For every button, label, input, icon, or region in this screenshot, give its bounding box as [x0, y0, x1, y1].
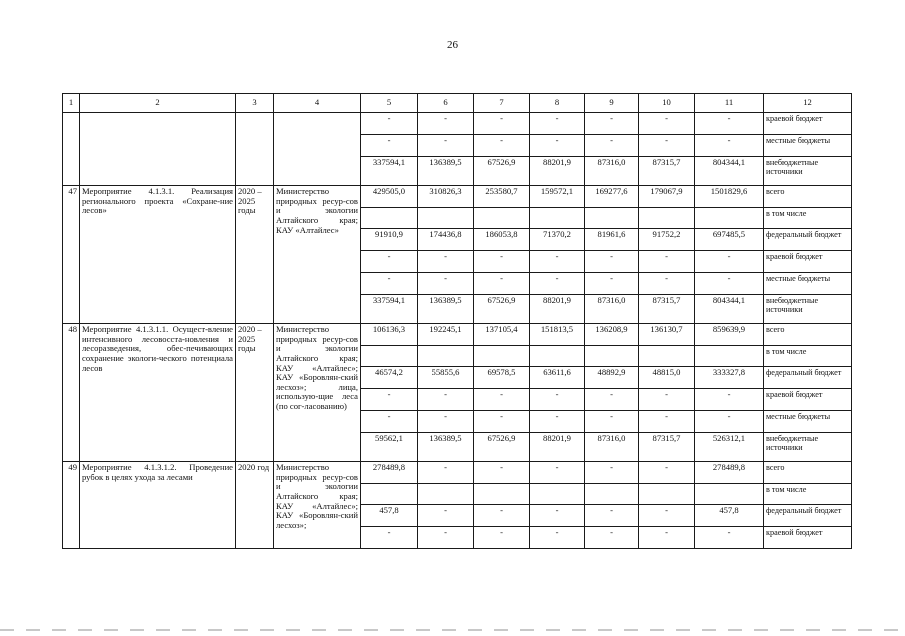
value-cell: 63611,6 — [530, 367, 585, 389]
funding-source: всего — [764, 324, 852, 346]
entry-name: Мероприятие 4.1.3.1.2. Проведение рубок в целях ухода за лесами — [80, 462, 236, 549]
funding-source: краевой бюджет — [764, 527, 852, 549]
value-cell: - — [361, 527, 418, 549]
value-cell — [530, 484, 585, 505]
value-cell: 337594,1 — [361, 157, 418, 186]
value-cell: - — [695, 113, 764, 135]
value-cell — [474, 484, 530, 505]
value-cell: - — [474, 135, 530, 157]
funding-source: внебюджетные источники — [764, 295, 852, 324]
value-cell — [361, 208, 418, 229]
col-header-8: 8 — [530, 94, 585, 113]
value-cell: - — [585, 273, 639, 295]
entry-years: 2020 – 2025 годы — [236, 186, 274, 324]
value-cell: - — [474, 273, 530, 295]
value-cell: 136208,9 — [585, 324, 639, 346]
value-cell — [585, 346, 639, 367]
value-cell: 87315,7 — [639, 433, 695, 462]
entry-number: 49 — [63, 462, 80, 549]
col-header-6: 6 — [418, 94, 474, 113]
value-cell: - — [695, 389, 764, 411]
value-cell: 46574,2 — [361, 367, 418, 389]
value-cell: - — [695, 527, 764, 549]
value-cell: - — [530, 251, 585, 273]
value-cell — [639, 208, 695, 229]
value-cell — [695, 484, 764, 505]
col-header-4: 4 — [274, 94, 361, 113]
funding-source: внебюджетные источники — [764, 433, 852, 462]
funding-source: федеральный бюджет — [764, 367, 852, 389]
value-cell: 457,8 — [361, 505, 418, 527]
value-cell: 67526,9 — [474, 295, 530, 324]
value-cell: - — [530, 527, 585, 549]
entry-number: 47 — [63, 186, 80, 324]
value-cell: - — [639, 527, 695, 549]
col-header-7: 7 — [474, 94, 530, 113]
value-cell: - — [639, 135, 695, 157]
entry-executor: Министерство природных ресур-сов и экологии Алтайского края; КАУ «Алтайлес» — [274, 186, 361, 324]
value-cell: - — [530, 389, 585, 411]
value-cell: - — [361, 251, 418, 273]
value-cell: - — [361, 135, 418, 157]
value-cell: - — [418, 527, 474, 549]
header-row — [63, 94, 852, 113]
value-cell: 310826,3 — [418, 186, 474, 208]
value-cell: - — [585, 113, 639, 135]
value-cell: 169277,6 — [585, 186, 639, 208]
value-cell: 88201,9 — [530, 433, 585, 462]
table-row — [63, 186, 852, 208]
value-cell: - — [585, 251, 639, 273]
value-cell: 136389,5 — [418, 157, 474, 186]
value-cell: - — [418, 135, 474, 157]
entry-name: Мероприятие 4.1.3.1. Реализация регионального проекта «Сохране-ние лесов» — [80, 186, 236, 324]
value-cell: - — [639, 113, 695, 135]
cont-executor-cell — [274, 113, 361, 186]
value-cell: 278489,8 — [361, 462, 418, 484]
value-cell: 137105,4 — [474, 324, 530, 346]
value-cell: - — [361, 113, 418, 135]
value-cell — [639, 484, 695, 505]
value-cell: - — [418, 505, 474, 527]
value-cell: 87315,7 — [639, 295, 695, 324]
value-cell: - — [639, 411, 695, 433]
funding-source: краевой бюджет — [764, 113, 852, 135]
value-cell: - — [639, 505, 695, 527]
col-header-3: 3 — [236, 94, 274, 113]
value-cell: - — [695, 273, 764, 295]
value-cell: 87316,0 — [585, 157, 639, 186]
value-cell: - — [474, 389, 530, 411]
entry-years: 2020 год — [236, 462, 274, 549]
value-cell: - — [361, 411, 418, 433]
value-cell: 91910,9 — [361, 229, 418, 251]
value-cell: - — [474, 113, 530, 135]
value-cell: 71370,2 — [530, 229, 585, 251]
value-cell: 859639,9 — [695, 324, 764, 346]
funding-source: местные бюджеты — [764, 135, 852, 157]
value-cell: - — [585, 411, 639, 433]
value-cell: 159572,1 — [530, 186, 585, 208]
value-cell: - — [418, 389, 474, 411]
value-cell: - — [695, 411, 764, 433]
value-cell: 106136,3 — [361, 324, 418, 346]
value-cell: - — [530, 411, 585, 433]
value-cell — [585, 208, 639, 229]
table-row — [63, 113, 852, 135]
value-cell: - — [585, 527, 639, 549]
value-cell: 136130,7 — [639, 324, 695, 346]
value-cell: 67526,9 — [474, 433, 530, 462]
funding-source: краевой бюджет — [764, 389, 852, 411]
funding-source: местные бюджеты — [764, 273, 852, 295]
col-header-12: 12 — [764, 94, 852, 113]
value-cell: 48815,0 — [639, 367, 695, 389]
value-cell: 59562,1 — [361, 433, 418, 462]
value-cell: - — [695, 135, 764, 157]
value-cell: - — [361, 389, 418, 411]
value-cell: - — [474, 505, 530, 527]
table-row — [63, 462, 852, 484]
value-cell — [639, 346, 695, 367]
value-cell: 457,8 — [695, 505, 764, 527]
value-cell: 48892,9 — [585, 367, 639, 389]
value-cell: - — [530, 135, 585, 157]
cont-name-cell — [80, 113, 236, 186]
value-cell: 136389,5 — [418, 433, 474, 462]
value-cell: 429505,0 — [361, 186, 418, 208]
value-cell: 67526,9 — [474, 157, 530, 186]
value-cell: - — [474, 251, 530, 273]
value-cell: 174436,8 — [418, 229, 474, 251]
value-cell — [418, 346, 474, 367]
page-number: 26 — [447, 39, 458, 51]
col-header-2: 2 — [80, 94, 236, 113]
value-cell — [361, 346, 418, 367]
value-cell: - — [585, 389, 639, 411]
value-cell: 278489,8 — [695, 462, 764, 484]
value-cell: 697485,5 — [695, 229, 764, 251]
value-cell: 81961,6 — [585, 229, 639, 251]
value-cell — [530, 208, 585, 229]
funding-source: в том числе — [764, 346, 852, 367]
value-cell: - — [530, 462, 585, 484]
funding-source: в том числе — [764, 208, 852, 229]
entry-executor: Министерство природных ресур-сов и экологии Алтайского края; КАУ «Алтайлес»; КАУ «Боровлян-ский лесхоз»; лица, использую-щие леса (по сог-ласованию) — [274, 324, 361, 462]
cont-number-cell — [63, 113, 80, 186]
value-cell: 87315,7 — [639, 157, 695, 186]
funding-source: всего — [764, 186, 852, 208]
value-cell: - — [585, 135, 639, 157]
value-cell: - — [639, 273, 695, 295]
entry-number: 48 — [63, 324, 80, 462]
value-cell: - — [418, 462, 474, 484]
value-cell: 526312,1 — [695, 433, 764, 462]
value-cell: 253580,7 — [474, 186, 530, 208]
value-cell: 88201,9 — [530, 295, 585, 324]
cont-years-cell — [236, 113, 274, 186]
funding-source: краевой бюджет — [764, 251, 852, 273]
entry-executor: Министерство природных ресур-сов и экологии Алтайского края; КАУ «Алтайлес»; КАУ «Боровлян-ский лесхоз»; — [274, 462, 361, 549]
value-cell: - — [695, 251, 764, 273]
entry-name: Мероприятие 4.1.3.1.1. Осущест-вление интенсивного лесовосста-новления и лесоразведения, обес-печивающих сохранение экологи-ческого потенциала лесов — [80, 324, 236, 462]
value-cell — [695, 346, 764, 367]
value-cell: - — [474, 462, 530, 484]
value-cell — [361, 484, 418, 505]
value-cell: - — [418, 113, 474, 135]
value-cell — [530, 346, 585, 367]
entry-years: 2020 – 2025 годы — [236, 324, 274, 462]
funding-source: внебюджетные источники — [764, 157, 852, 186]
funding-source: в том числе — [764, 484, 852, 505]
value-cell — [418, 484, 474, 505]
value-cell — [695, 208, 764, 229]
value-cell: - — [418, 411, 474, 433]
value-cell: 136389,5 — [418, 295, 474, 324]
budget-table — [62, 93, 852, 549]
value-cell: - — [418, 273, 474, 295]
value-cell: - — [530, 113, 585, 135]
table-body — [63, 94, 852, 549]
value-cell: 91752,2 — [639, 229, 695, 251]
funding-source: всего — [764, 462, 852, 484]
funding-source: местные бюджеты — [764, 411, 852, 433]
value-cell: 179067,9 — [639, 186, 695, 208]
col-header-5: 5 — [361, 94, 418, 113]
value-cell: 1501829,6 — [695, 186, 764, 208]
value-cell: 333327,8 — [695, 367, 764, 389]
value-cell — [585, 484, 639, 505]
value-cell: - — [530, 273, 585, 295]
value-cell: - — [474, 527, 530, 549]
value-cell: 186053,8 — [474, 229, 530, 251]
value-cell: 804344,1 — [695, 295, 764, 324]
value-cell: - — [474, 411, 530, 433]
value-cell: 192245,1 — [418, 324, 474, 346]
value-cell: 804344,1 — [695, 157, 764, 186]
value-cell: - — [639, 251, 695, 273]
value-cell: - — [639, 462, 695, 484]
value-cell: 151813,5 — [530, 324, 585, 346]
value-cell: 88201,9 — [530, 157, 585, 186]
value-cell: - — [585, 505, 639, 527]
funding-source: федеральный бюджет — [764, 505, 852, 527]
col-header-11: 11 — [695, 94, 764, 113]
value-cell: 87316,0 — [585, 295, 639, 324]
value-cell: 69578,5 — [474, 367, 530, 389]
scan-footer-artifact — [0, 629, 905, 631]
col-header-9: 9 — [585, 94, 639, 113]
value-cell: - — [639, 389, 695, 411]
value-cell: - — [418, 251, 474, 273]
value-cell: 87316,0 — [585, 433, 639, 462]
value-cell: - — [530, 505, 585, 527]
value-cell: 55855,6 — [418, 367, 474, 389]
col-header-10: 10 — [639, 94, 695, 113]
value-cell: 337594,1 — [361, 295, 418, 324]
value-cell — [474, 208, 530, 229]
value-cell — [474, 346, 530, 367]
funding-source: федеральный бюджет — [764, 229, 852, 251]
value-cell — [418, 208, 474, 229]
table-row — [63, 324, 852, 346]
value-cell: - — [361, 273, 418, 295]
col-header-1: 1 — [63, 94, 80, 113]
value-cell: - — [585, 462, 639, 484]
